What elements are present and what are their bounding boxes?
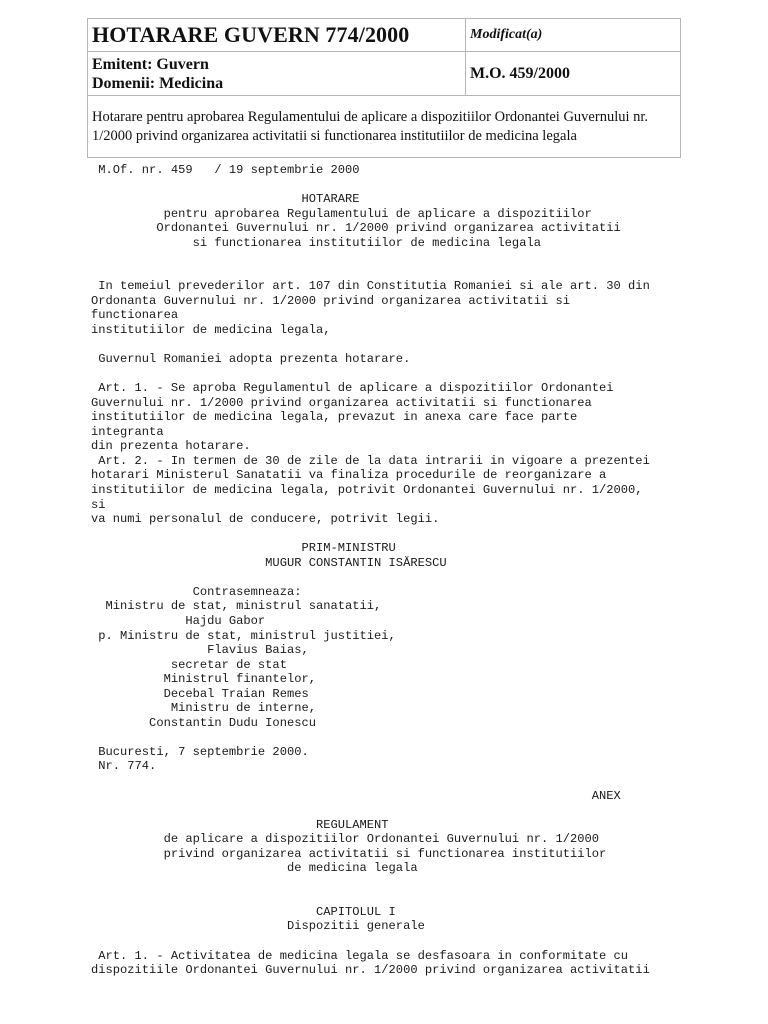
document-description: Hotarare pentru aprobarea Regulamentului de aplicare a dispozitiilor Ordonantei Guvernului nr. 1/2000 privind organizarea activitatii si functionarea institutiilor de medicina legala bbox=[88, 96, 681, 158]
issuer-label: Emitent: Guvern bbox=[92, 55, 209, 73]
issuer-cell bbox=[88, 52, 466, 96]
document-title: HOTARARE GUVERN 774/2000 bbox=[88, 19, 466, 52]
domain-label: Domenii: Medicina bbox=[92, 74, 224, 92]
document-header-table bbox=[87, 18, 681, 158]
official-monitor-label: M.O. 459/2000 bbox=[466, 52, 681, 96]
document-body-text: M.Of. nr. 459 / 19 septembrie 2000 HOTARARE pentru aprobarea Regulamentului de aplicare a dispozitiilor Ordonantei Guvernului nr. 1/2000 privind organizarea activitatii si functionarea institutiilor de medicina legala In temeiul prevederilor art. 107 din Constitutia Romaniei si ale art. 30 din Ordonanta Guvernului nr. 1/2000 privind organizarea activitatii si functionarea institutiilor de medicina legala, Guvernul Romaniei adopta prezenta hotarare. Art. 1. - Se aproba Regulamentul de aplicare a dispozitiilor Ordonantei Guvernului nr. 1/2000 privind organizarea activitatii si functionarea institutiilor de medicina legala, prevazut in anexa care face parte integranta din prezenta hotarare. Art. 2. - In termen de 30 de zile de la data intrarii in vigoare a prezentei hotarari Ministerul Sanatatii va finaliza procedurile de reorganizare a institutiilor de medicina legala, potrivit Ordonantei Guvernului nr. 1/2000, si va numi personalul de conducere, potrivit legii. PRIM-MINISTRU MUGUR CONSTANTIN ISĂRESCU Contrasemneaza: Ministru de stat, ministrul sanatatii, Hajdu Gabor p. Ministru de stat, ministrul justitiei, Flavius Baias, secretar de stat Ministrul finantelor, Decebal Traian Remes Ministru de interne, Constantin Dudu Ionescu Bucuresti, 7 septembrie 2000. Nr. 774. ANEX REGULAMENT de aplicare a dispozitiilor Ordonantei Guvernului nr. 1/2000 privind organizarea activitatii si functionarea institutiilor de medicina legala CAPITOLUL I Dispozitii generale Art. 1. - Activitatea de medicina legala se desfasoara in conformitate cu dispozitiile Ordonantei Guvernului nr. 1/2000 privind organizarea activitatii bbox=[91, 163, 650, 978]
status-label: Modificat(a) bbox=[466, 19, 681, 52]
